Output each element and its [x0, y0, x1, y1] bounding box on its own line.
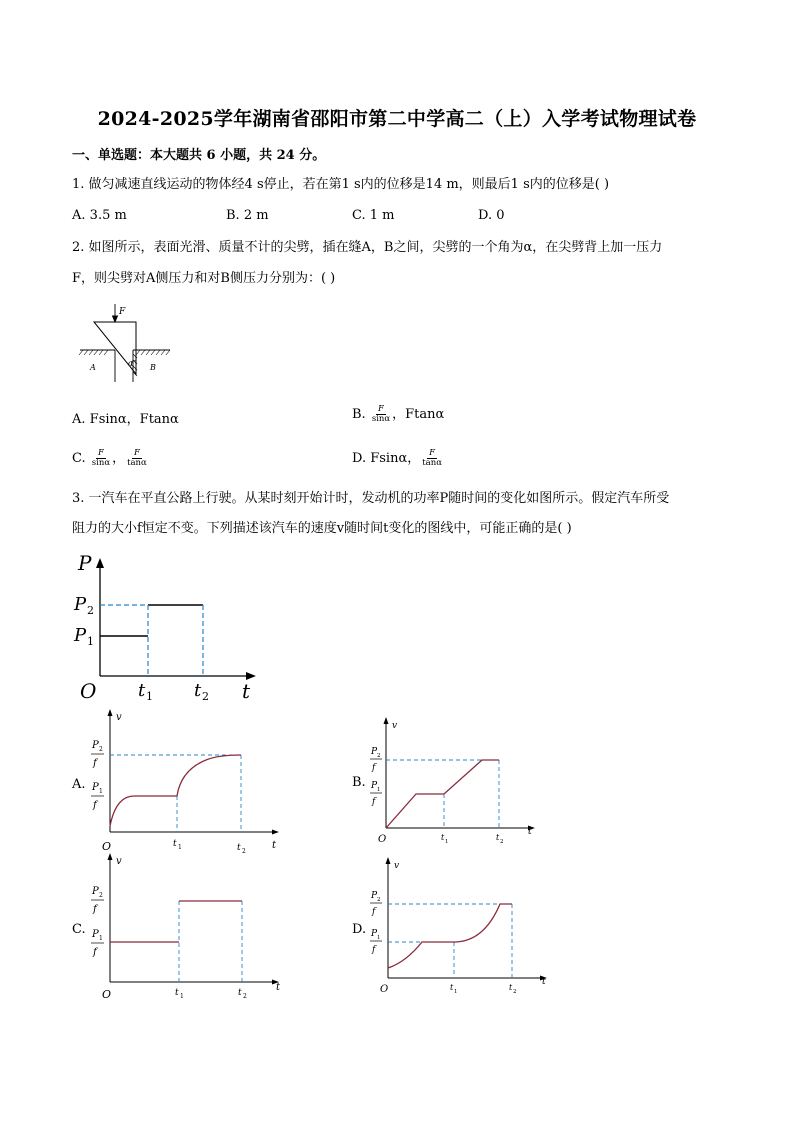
q1-option-d-text: 0 — [496, 208, 505, 223]
q3-option-d-label[interactable]: D. — [352, 922, 367, 937]
q2-option-a-label: A. — [72, 412, 86, 427]
q2-stem-line1: 2. 如图所示，表面光滑、质量不计的尖劈，插在缝A，B之间，尖劈的一个角为α，在尖劈背上加一压力 — [72, 240, 663, 255]
q2-option-d-fraction: $\frac{F}{\tan\alpha}$ — [422, 448, 442, 468]
q1-option-c[interactable] — [352, 207, 395, 225]
svg-text:t: t — [441, 833, 445, 842]
svg-text:2: 2 — [99, 892, 103, 899]
svg-text:f: f — [93, 947, 97, 958]
q1-option-c-label: C. — [352, 208, 366, 223]
q1-option-b[interactable] — [226, 207, 269, 225]
svg-text:2: 2 — [513, 989, 517, 995]
q3-stem-line2: 阻力的大小f恒定不变。下列描述该汽车的速度v随时间t变化的图线中，可能正确的是( ) — [72, 521, 572, 536]
section-header: 一、单选题：本大题共 6 小题，共 24 分。 — [72, 148, 326, 163]
q2-option-c-sep: ， — [112, 451, 126, 466]
q3-option-c-graph[interactable] — [86, 852, 286, 1000]
q1-stem: 1. 做匀减速直线运动的物体经4 s停止，若在第1 s内的位移是14 m，则最后1 s内的位移是( ) — [72, 177, 610, 192]
svg-text:O: O — [378, 834, 387, 845]
q3-option-d-graph[interactable] — [366, 856, 556, 998]
svg-text:f: f — [93, 904, 97, 915]
p1-subscript: 1 — [87, 635, 94, 648]
svg-text:1: 1 — [377, 935, 381, 941]
svg-text:t: t — [450, 983, 454, 992]
svg-text:f: f — [372, 763, 376, 773]
svg-text:t: t — [175, 988, 179, 998]
q2-option-a[interactable] — [72, 411, 179, 429]
svg-text:v: v — [392, 721, 398, 731]
svg-text:t: t — [528, 827, 532, 837]
q2-option-c-fraction1: $\frac{F}{\sin\alpha}$ — [91, 448, 111, 468]
q3-option-a-curve — [110, 755, 241, 826]
power-time-graph — [70, 548, 270, 708]
wall-a-label: A — [90, 363, 96, 372]
q3-stem-line1: 3. 一汽车在平直公路上行驶。从某时刻开始计时，发动机的功率P随时间的变化如图所示。假定汽车所受 — [72, 491, 670, 506]
svg-text:f: f — [372, 945, 376, 955]
svg-text:v: v — [116, 856, 122, 867]
svg-text:f: f — [93, 758, 97, 769]
svg-text:1: 1 — [180, 993, 184, 1000]
exam-title: 2024-2025学年湖南省邵阳市第二中学高二（上）入学考试物理试卷 — [97, 108, 697, 130]
svg-text:P: P — [371, 891, 378, 901]
q2-stem-line2: F，则尖劈对A侧压力和对B侧压力分别为：( ) — [72, 271, 336, 286]
q1-option-a-label: A. — [72, 208, 86, 223]
t1-subscript: 1 — [146, 690, 153, 703]
q3-option-c-label[interactable]: C. — [72, 922, 86, 937]
svg-text:2: 2 — [242, 848, 246, 855]
q3-option-d-curve — [388, 904, 512, 968]
svg-text:f: f — [372, 907, 376, 917]
force-label: F — [119, 307, 126, 317]
p2-subscript: 2 — [87, 604, 94, 617]
svg-text:O: O — [380, 984, 389, 995]
svg-text:1: 1 — [445, 839, 449, 845]
q1-option-a-text: 3.5 m — [89, 208, 127, 223]
q2-option-c-fraction2: $\frac{F}{\tan\alpha}$ — [127, 448, 147, 468]
q1-option-c-text: 1 m — [369, 208, 395, 223]
svg-text:t: t — [238, 988, 242, 998]
svg-text:t: t — [173, 839, 177, 849]
q1-option-d-label: D. — [478, 208, 493, 223]
q1-option-d[interactable] — [478, 207, 505, 225]
q3-option-a-graph[interactable] — [86, 708, 286, 856]
q2-option-d-head: Fsinα， — [370, 451, 421, 466]
q1-option-b-label: B. — [226, 208, 240, 223]
q1-option-b-text: 2 m — [243, 208, 269, 223]
svg-text:t: t — [272, 840, 277, 851]
q2-option-c-label: C. — [72, 451, 86, 466]
q2-option-c[interactable] — [72, 449, 149, 468]
svg-text:O: O — [102, 988, 112, 1000]
t1-label: t — [138, 680, 146, 701]
svg-text:2: 2 — [377, 753, 381, 759]
q2-option-d-label: D. — [352, 451, 367, 466]
q2-option-b[interactable] — [352, 405, 444, 424]
svg-text:f: f — [93, 800, 97, 811]
svg-text:P: P — [371, 929, 378, 939]
svg-text:t: t — [496, 833, 500, 842]
p-axis-label: P — [78, 551, 92, 575]
p1-label: P — [74, 625, 87, 646]
q2-option-a-text: Fsinα，Ftanα — [89, 412, 179, 427]
svg-text:t: t — [276, 982, 281, 993]
svg-text:2: 2 — [377, 897, 381, 903]
svg-text:P: P — [92, 929, 99, 940]
wedge-figure — [78, 302, 178, 382]
q2-option-d[interactable] — [352, 449, 444, 468]
svg-text:v: v — [394, 861, 400, 871]
q2-option-b-fraction: $\frac{F}{\sin\alpha}$ — [371, 404, 391, 424]
p2-label: P — [74, 594, 87, 615]
q2-option-b-label: B. — [352, 407, 366, 422]
svg-text:P: P — [92, 782, 99, 793]
svg-text:t: t — [509, 983, 513, 992]
svg-text:P: P — [92, 886, 99, 897]
angle-label: α — [128, 359, 134, 368]
q3-option-b-label[interactable]: B. — [352, 775, 366, 790]
svg-text:t: t — [542, 977, 546, 987]
svg-text:1: 1 — [454, 989, 458, 995]
p-axis-arrow — [96, 558, 104, 568]
svg-text:P: P — [371, 781, 378, 791]
t2-label: t — [194, 680, 202, 701]
svg-text:2: 2 — [99, 746, 103, 753]
q2-option-b-tail: ，Ftanα — [392, 407, 445, 422]
q1-option-a[interactable] — [72, 207, 127, 225]
origin-label: O — [80, 679, 97, 703]
svg-text:t: t — [237, 843, 241, 853]
q3-option-a-label[interactable]: A. — [72, 777, 86, 792]
left-hatch — [79, 350, 108, 355]
svg-text:2: 2 — [500, 839, 504, 845]
t-axis-label: t — [242, 679, 251, 703]
svg-text:f: f — [372, 797, 376, 807]
q3-option-b-curve — [386, 760, 499, 828]
wall-b-label: B — [150, 363, 156, 372]
force-arrowhead — [113, 316, 118, 322]
svg-text:P: P — [92, 740, 99, 751]
svg-text:v: v — [116, 712, 122, 723]
svg-text:P: P — [371, 747, 378, 757]
svg-text:1: 1 — [99, 935, 103, 942]
svg-text:1: 1 — [178, 844, 182, 851]
svg-text:2: 2 — [243, 993, 247, 1000]
svg-text:1: 1 — [377, 787, 381, 793]
svg-text:1: 1 — [99, 788, 103, 795]
t2-subscript: 2 — [202, 690, 209, 703]
svg-text:O: O — [102, 840, 112, 853]
q3-option-b-graph[interactable] — [366, 716, 546, 848]
right-hatch — [136, 350, 170, 355]
